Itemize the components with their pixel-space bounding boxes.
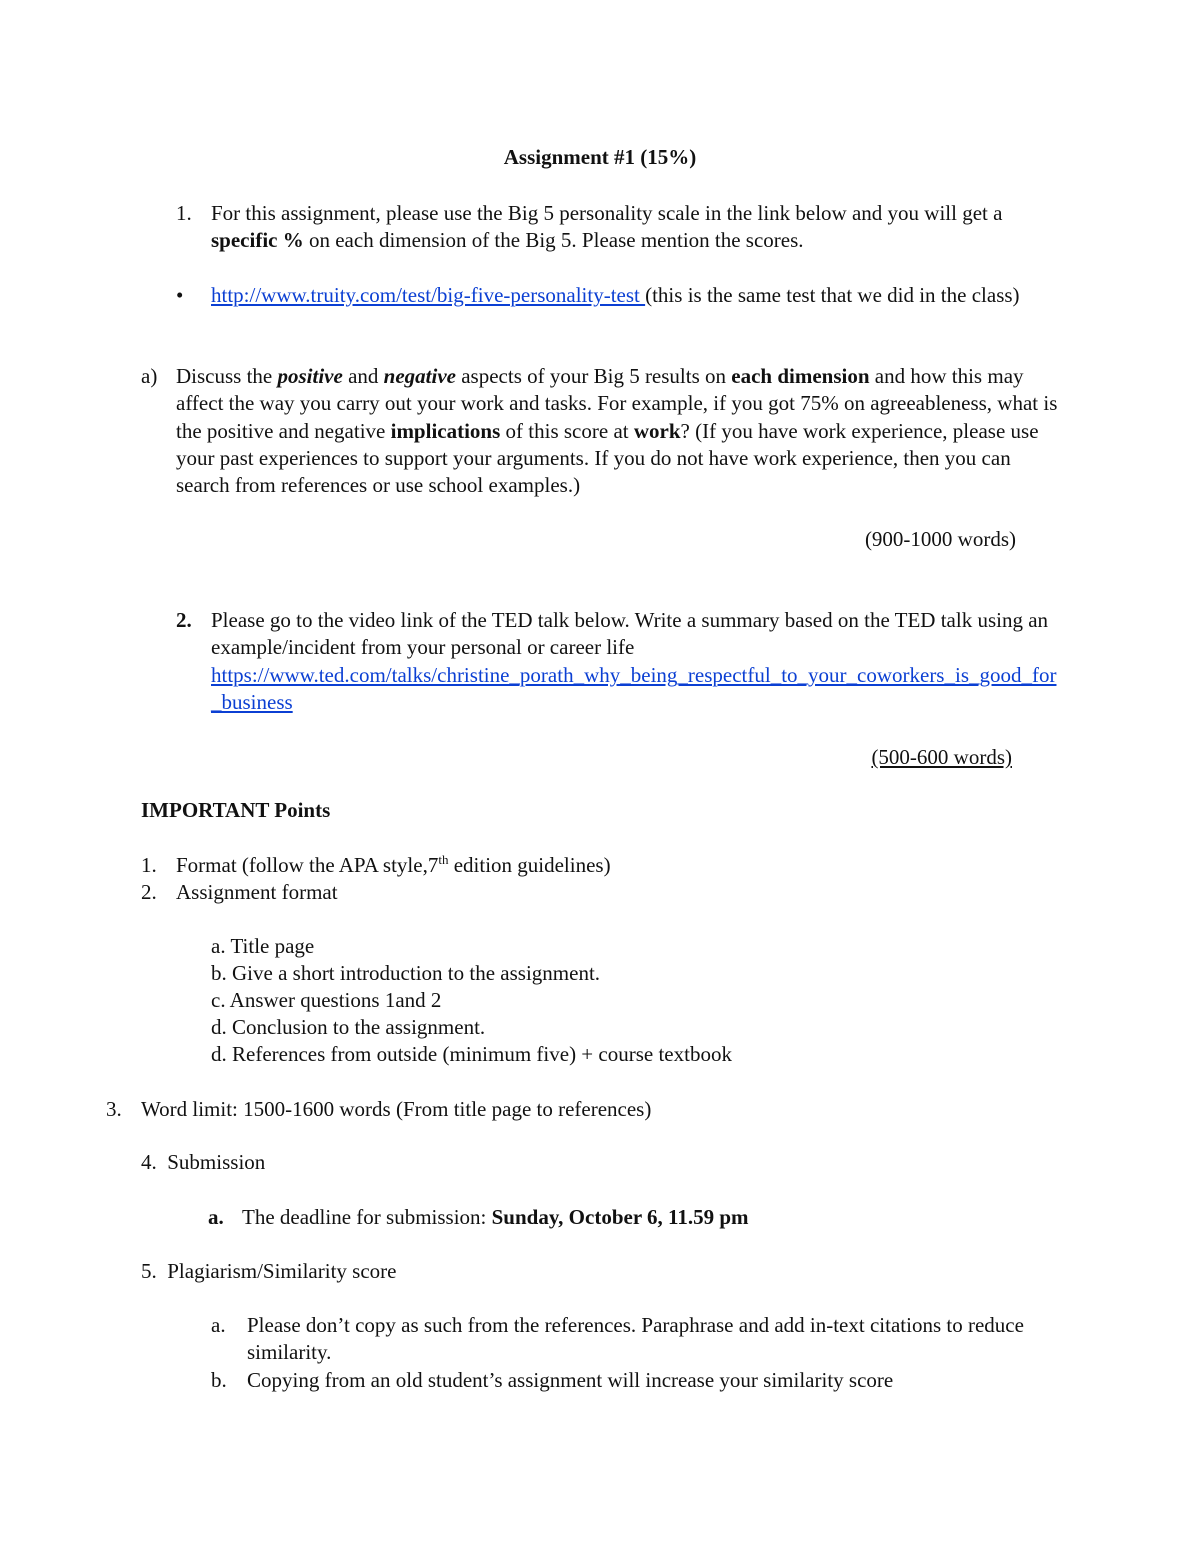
item5-text: 5. Plagiarism/Similarity score bbox=[141, 1259, 397, 1283]
qa-word-count: (900-1000 words) bbox=[864, 527, 1016, 551]
item2-number: 2. bbox=[141, 880, 157, 904]
q1-text: For this assignment, please use the Big 5 personality scale in the link below and you will get a specific % on each dimension of the Big 5. Please mention the scores. bbox=[211, 201, 1003, 253]
sub-item-answer-questions: c. Answer questions 1and 2 bbox=[211, 988, 442, 1012]
deadline-line: The deadline for submission: Sunday, October 6, 11.59 pm bbox=[242, 1205, 749, 1229]
item4-text: 4. Submission bbox=[141, 1150, 266, 1174]
q2-link-line bbox=[211, 662, 1057, 717]
item5b-label: b. bbox=[211, 1368, 227, 1392]
qa-label: a) bbox=[141, 364, 158, 388]
item5b-text: Copying from an old student’s assignment will increase your similarity score bbox=[247, 1368, 894, 1392]
q2-text: Please go to the video link of the TED talk below. Write a summary based on the TED talk using an example/incident from your personal or career life bbox=[211, 608, 1049, 660]
item5a-label: a. bbox=[211, 1313, 226, 1337]
bullet-marker: • bbox=[176, 283, 184, 307]
q1-link-line: http://www.truity.com/test/big-five-personality-test (this is the same test that we did in the class) bbox=[211, 283, 1020, 307]
sub-item-conclusion: d. Conclusion to the assignment. bbox=[211, 1015, 486, 1039]
ted-talk-link[interactable]: https://www.ted.com/talks/christine_porath_why_being_respectful_to_your_coworkers_is_good_for_business bbox=[211, 663, 1057, 715]
sub-item-introduction: b. Give a short introduction to the assignment. bbox=[211, 961, 601, 985]
page-title: Assignment #1 (15%) bbox=[503, 145, 697, 169]
truity-link[interactable]: http://www.truity.com/test/big-five-personality-test bbox=[211, 283, 646, 307]
item3-number: 3. bbox=[106, 1097, 122, 1121]
q2-number: 2. bbox=[176, 608, 192, 632]
sub-item-title-page: a. Title page bbox=[211, 934, 315, 958]
q2-word-count: (500-600 words) bbox=[871, 745, 1012, 769]
important-heading: IMPORTANT Points bbox=[141, 798, 331, 822]
q1-number: 1. bbox=[176, 201, 192, 225]
item3-text: Word limit: 1500-1600 words (From title page to references) bbox=[141, 1097, 652, 1121]
item1-number: 1. bbox=[141, 853, 157, 877]
qa-text: Discuss the positive and negative aspects of your Big 5 results on each dimension and how this may affect the way you carry out your work and tasks. For example, if you got 75% on agreeableness, what is the positive and negative implications of this score at work? (If you have work experience, please use your past experiences to support your arguments. If you do not have work experience, then you can search from references or use school examples.) bbox=[176, 364, 1058, 498]
item2-text: Assignment format bbox=[176, 880, 338, 904]
item4a-label: a. bbox=[208, 1205, 224, 1229]
sub-item-references: d. References from outside (minimum five) + course textbook bbox=[211, 1042, 732, 1066]
item1-text: Format (follow the APA style,7th edition guidelines) bbox=[176, 852, 611, 877]
item5a-text: Please don’t copy as such from the references. Paraphrase and add in-text citations to reduce similarity. bbox=[247, 1313, 1024, 1365]
